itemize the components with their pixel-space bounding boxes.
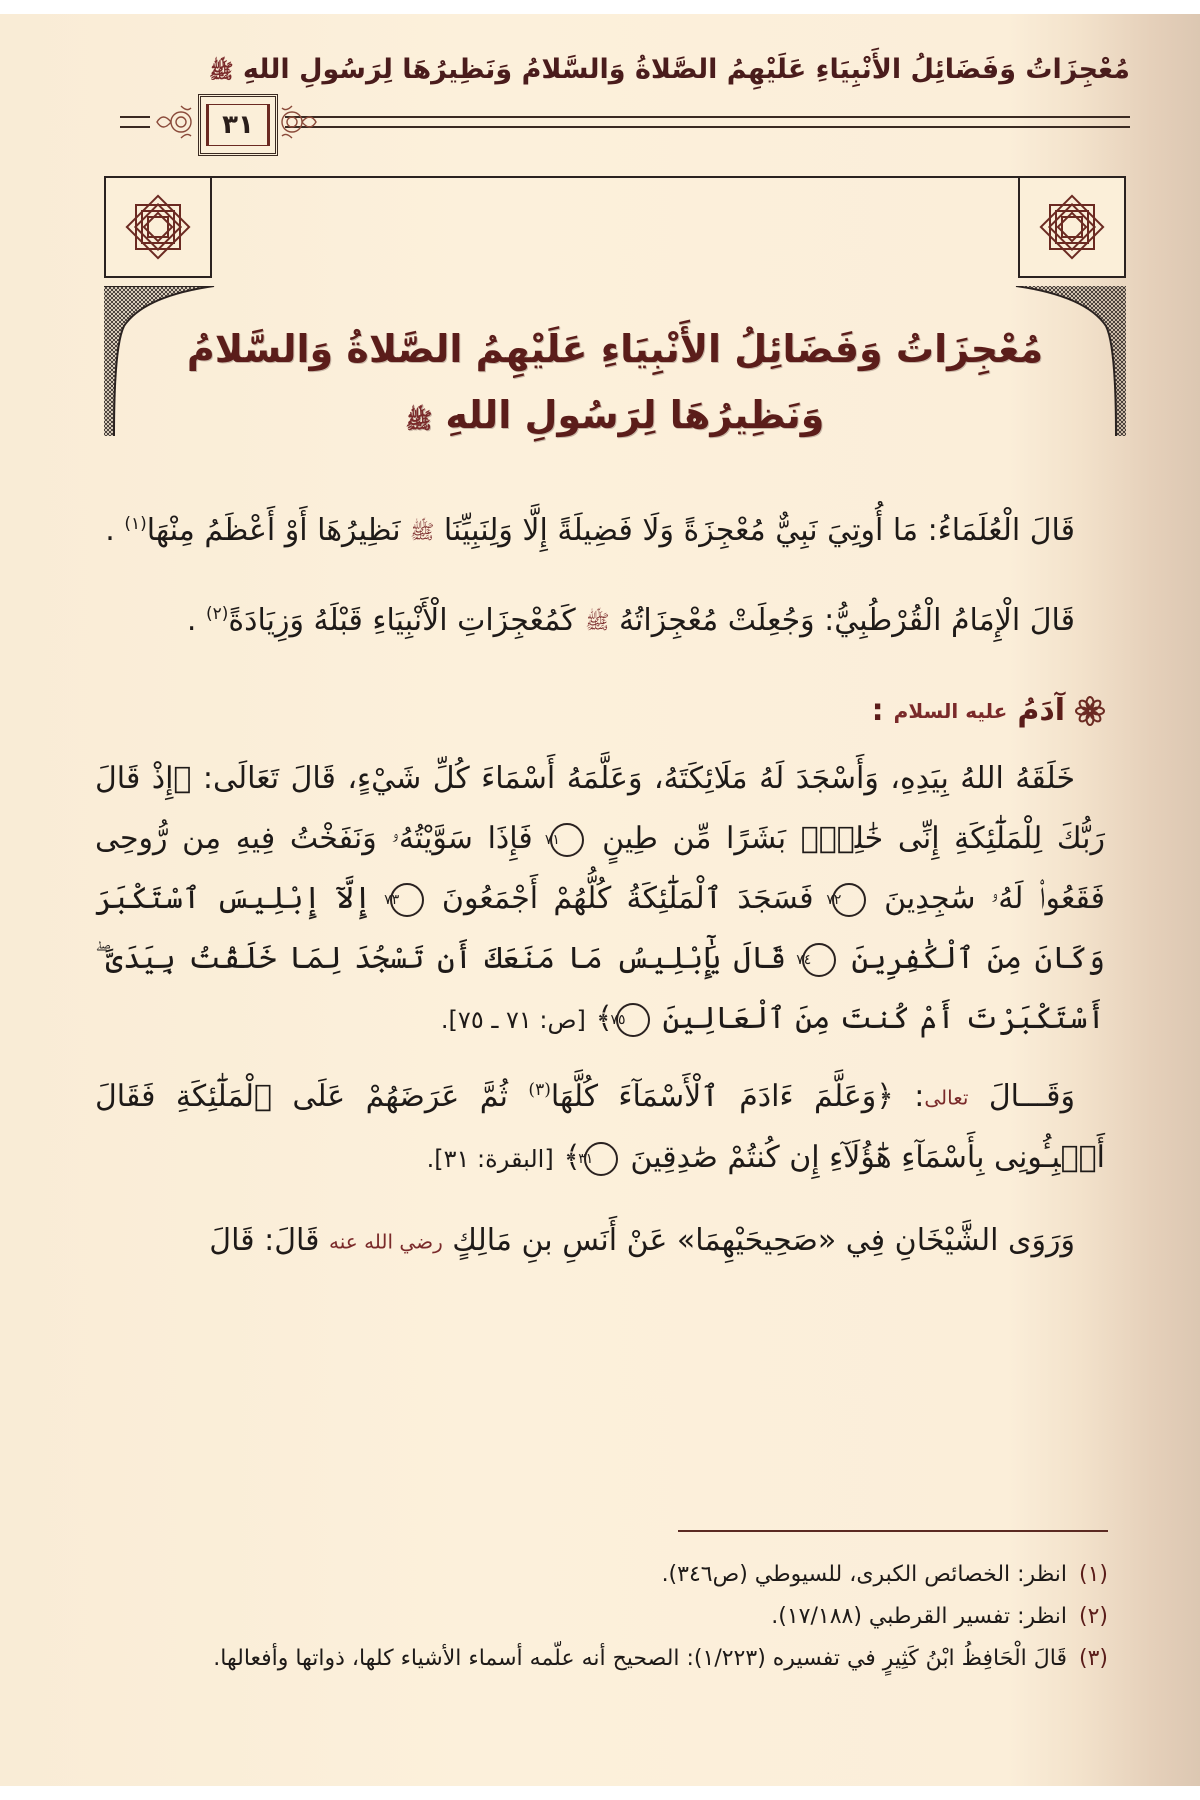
surah-reference: [ص: ٧١ ـ ٧٥]. xyxy=(440,1006,586,1034)
paragraph-adam-creation xyxy=(95,749,1105,1050)
quran-text: إِلَّآ إِبْلِيسَ ٱسْتَكْبَرَ وَكَانَ مِنَ ٱلْكَٰفِرِينَ xyxy=(95,881,1105,976)
footnote-number: (٣) xyxy=(1078,1646,1108,1671)
eight-point-star-icon xyxy=(118,187,198,267)
salutation-glyph: رضي الله عنه xyxy=(329,1229,443,1253)
footnote-separator xyxy=(678,1530,1108,1532)
verse-number-marker: ٧٢ xyxy=(832,883,866,917)
quran-text: قَالَ يَٰٓإِبْلِيسُ مَا مَنَعَكَ أَن تَسْجُدَ لِمَا خَلَقْتُ بِيَدَىَّ ۖ أَسْتَكْبَرْتَ أَمْ كُنتَ مِنَ ٱلْعَالِينَ xyxy=(95,941,1105,1036)
page-number: ٣١ xyxy=(206,104,270,146)
book-page xyxy=(0,14,1200,1786)
floral-ornament-icon xyxy=(155,98,195,146)
footnote-3 xyxy=(95,1638,1108,1680)
quran-close-bracket: ﴾ xyxy=(595,1001,613,1036)
salutation-glyph: ﷺ xyxy=(410,519,435,544)
section-heading-adam xyxy=(95,681,1105,741)
footnotes xyxy=(95,1554,1108,1680)
page-number-box xyxy=(198,94,278,156)
verse-number-marker: ٧٥ xyxy=(616,1003,650,1037)
footnote-1 xyxy=(95,1554,1108,1596)
punctuation: . xyxy=(105,513,115,548)
header-rule-stub xyxy=(120,116,150,128)
salutation-glyph: عليه السلام xyxy=(893,699,1008,723)
chapter-title-line2 xyxy=(144,382,1086,455)
footnote-number: (١) xyxy=(1078,1562,1108,1587)
verse-number-marker: ٧٣ xyxy=(390,883,424,917)
salutation-glyph: ﷺ xyxy=(405,409,433,434)
body-text xyxy=(95,494,1105,1293)
corner-box-left xyxy=(104,176,212,278)
running-header xyxy=(120,54,1130,144)
paragraph-qurtubi xyxy=(95,584,1105,652)
paragraph-text: نَظِيرُهَا أَوْ أَعْظَمُ مِنْهَا xyxy=(146,513,401,548)
paragraph-text: قَالَ الْإِمَامُ الْقُرْطُبِيُّ: وَجُعِلَتْ مُعْجِزَاتُهُ xyxy=(618,602,1075,638)
quran-text: ثُمَّ عَرَضَهُمْ عَلَى ٱلْمَلَٰٓئِكَةِ فَقَالَ أَنۢبِـُٔونِى بِأَسْمَآءِ هَٰٓؤُلَآءِ إِن كُنتُمْ صَٰدِقِينَ xyxy=(95,1079,1105,1175)
verse-number-marker: ٧٤ xyxy=(802,943,836,977)
header-double-rule xyxy=(285,116,1130,128)
footnote-2 xyxy=(95,1596,1108,1638)
footnote-number: (٢) xyxy=(1078,1604,1108,1629)
salutation-glyph: ﷺ xyxy=(209,59,234,83)
footnote-ref-1[interactable]: (١) xyxy=(124,514,147,534)
paragraph-text: قَالَ: قَالَ xyxy=(209,1222,320,1258)
footnote-ref-3[interactable]: (٣) xyxy=(528,1080,551,1100)
footnote-text: انظر: الخصائص الكبرى، للسيوطي (ص٣٤٦). xyxy=(661,1562,1067,1587)
footnote-ref-2[interactable]: (٢) xyxy=(205,603,229,624)
paragraph-text: كَمُعْجِزَاتِ الْأَنْبِيَاءِ قَبْلَهُ وَزِيَادَةً xyxy=(228,602,576,638)
paragraph-adam-names: وَقَـــالَ تعالى: ﴿وَعَلَّمَ ءَادَمَ ٱلْأَسْمَآءَ كُلَّهَا$^{(٣)}$ ثُمَّ عَرَضَهُمْ عَلَى ٱلْمَلَٰٓئِكَةِ فَقَالَ أَنۢبِـُٔونِى بِأَسْمَآءِ هَٰٓؤُلَآءِ إِن كُنتُمْ صَٰدِقِينَ ٣١﴾ [البقرة: ٣١]. xyxy=(95,1079,1105,1175)
quran-close-bracket: ﴾ xyxy=(563,1139,581,1175)
running-title-text: مُعْجِزَاتُ وَفَضَائِلُ الأَنْبِيَاءِ عَلَيْهِمُ الصَّلاةُ وَالسَّلامُ وَنَظِيرُهَا لِرَسُولِ اللهِ xyxy=(242,54,1130,85)
surah-reference: [البقرة: ٣١]. xyxy=(426,1144,554,1173)
quran-text: ﴿إِذْ قَالَ رَبُّكَ لِلْمَلَٰٓئِكَةِ إِنِّى خَٰلِقٌۢ بَشَرًا مِّن طِينٍ xyxy=(95,761,1105,856)
quran-text: ﴿وَعَلَّمَ ءَادَمَ ٱلْأَسْمَآءَ كُلَّهَا xyxy=(550,1079,894,1114)
chapter-title-line2-text: وَنَظِيرُهَا لِرَسُولِ اللهِ xyxy=(445,393,825,437)
punctuation: : xyxy=(871,693,884,728)
paragraph-text: وَرَوَى الشَّيْخَانِ فِي «صَحِيحَيْهِمَا» عَنْ أَنَسِ بنِ مَالِكٍ xyxy=(452,1222,1075,1258)
eight-point-star-icon xyxy=(1032,187,1112,267)
salutation-glyph: تعالى xyxy=(924,1085,969,1110)
paragraph-text: وَقَـــالَ xyxy=(988,1079,1075,1114)
verse-number-marker: ٧١ xyxy=(550,823,584,857)
paragraph-text: قَالَ الْعُلَمَاءُ: مَا أُوتِيَ نَبِيٌّ مُعْجِزَةً وَلَا فَضِيلَةً إِلَّا وَلِنَبِيِّنَا xyxy=(443,513,1075,548)
quran-text: فَسَجَدَ ٱلْمَلَٰٓئِكَةُ كُلُّهُمْ أَجْمَعُونَ xyxy=(441,881,814,916)
running-title xyxy=(209,54,1130,88)
chapter-title-frame xyxy=(104,176,1126,436)
footnote-text: قَالَ الْحَافِظُ ابْنُ كَثِيرٍ في تفسيره (١/٢٢٣): الصحيح أنه علّمه أسماء الأشياء كلها، ذواتها وأفعالها. xyxy=(213,1646,1067,1671)
paragraph-text: خَلَقَهُ اللهُ بِيَدِهِ، وَأَسْجَدَ لَهُ مَلَائِكَتَهُ، وَعَلَّمَهُ أَسْمَاءَ كُلِّ شَيْءٍ، قَالَ تَعَالَى: xyxy=(202,761,1075,796)
section-heading-text: آدَمُ xyxy=(1017,693,1065,728)
punctuation: . xyxy=(186,602,197,638)
corner-box-right xyxy=(1018,176,1126,278)
footnote-text: انظر: تفسير القرطبي (١٧/١٨٨). xyxy=(771,1604,1067,1629)
paragraph-scholars xyxy=(95,494,1105,562)
flower-icon xyxy=(1075,696,1105,726)
quran-text: فَإِذَا سَوَّيْتُهُۥ وَنَفَخْتُ فِيهِ مِن رُّوحِى فَقَعُوا۟ لَهُۥ سَٰجِدِينَ xyxy=(95,821,1105,916)
paragraph-shaykhan xyxy=(95,1211,1105,1272)
floral-ornament-icon xyxy=(278,98,318,146)
verse-number-marker: ٣١ xyxy=(584,1142,618,1176)
quran-quote-sad xyxy=(95,761,1105,1036)
salutation-glyph: ﷺ xyxy=(585,609,610,633)
chapter-title xyxy=(144,316,1086,455)
chapter-title-line1: مُعْجِزَاتُ وَفَضَائِلُ الأَنْبِيَاءِ عَلَيْهِمُ الصَّلاةُ وَالسَّلامُ xyxy=(186,327,1044,371)
frame-top-rule xyxy=(104,176,1126,178)
